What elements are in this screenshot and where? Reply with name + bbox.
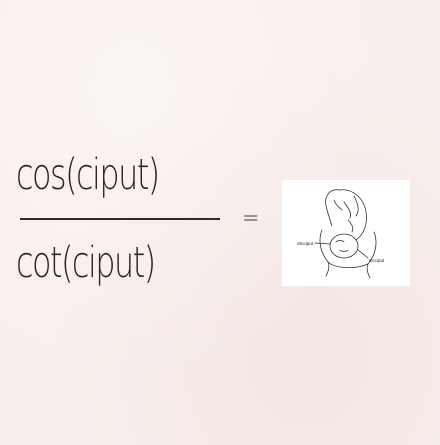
fetus-body-outline: [340, 190, 367, 240]
pelvis-left-wall: [320, 230, 329, 276]
fetus-head: [330, 234, 358, 258]
occiput-pointer: [358, 250, 368, 258]
fraction-denominator: cot(ciput): [16, 238, 155, 288]
fetal-head-diagram: [282, 180, 410, 286]
sinciput-pointer: [315, 243, 330, 244]
fraction-bar: [20, 218, 220, 220]
occiput-label: Occiput: [369, 258, 385, 263]
fraction-numerator: cos(ciput): [16, 150, 159, 200]
fetus-illustration: [282, 180, 410, 286]
sinciput-label: Sinciput: [297, 241, 314, 246]
fetus-arm: [344, 202, 351, 218]
equals-sign: =: [242, 203, 260, 233]
pelvis-right-wall: [367, 232, 376, 278]
fetus-leg: [354, 196, 358, 216]
fetus-back-outline: [326, 190, 340, 226]
